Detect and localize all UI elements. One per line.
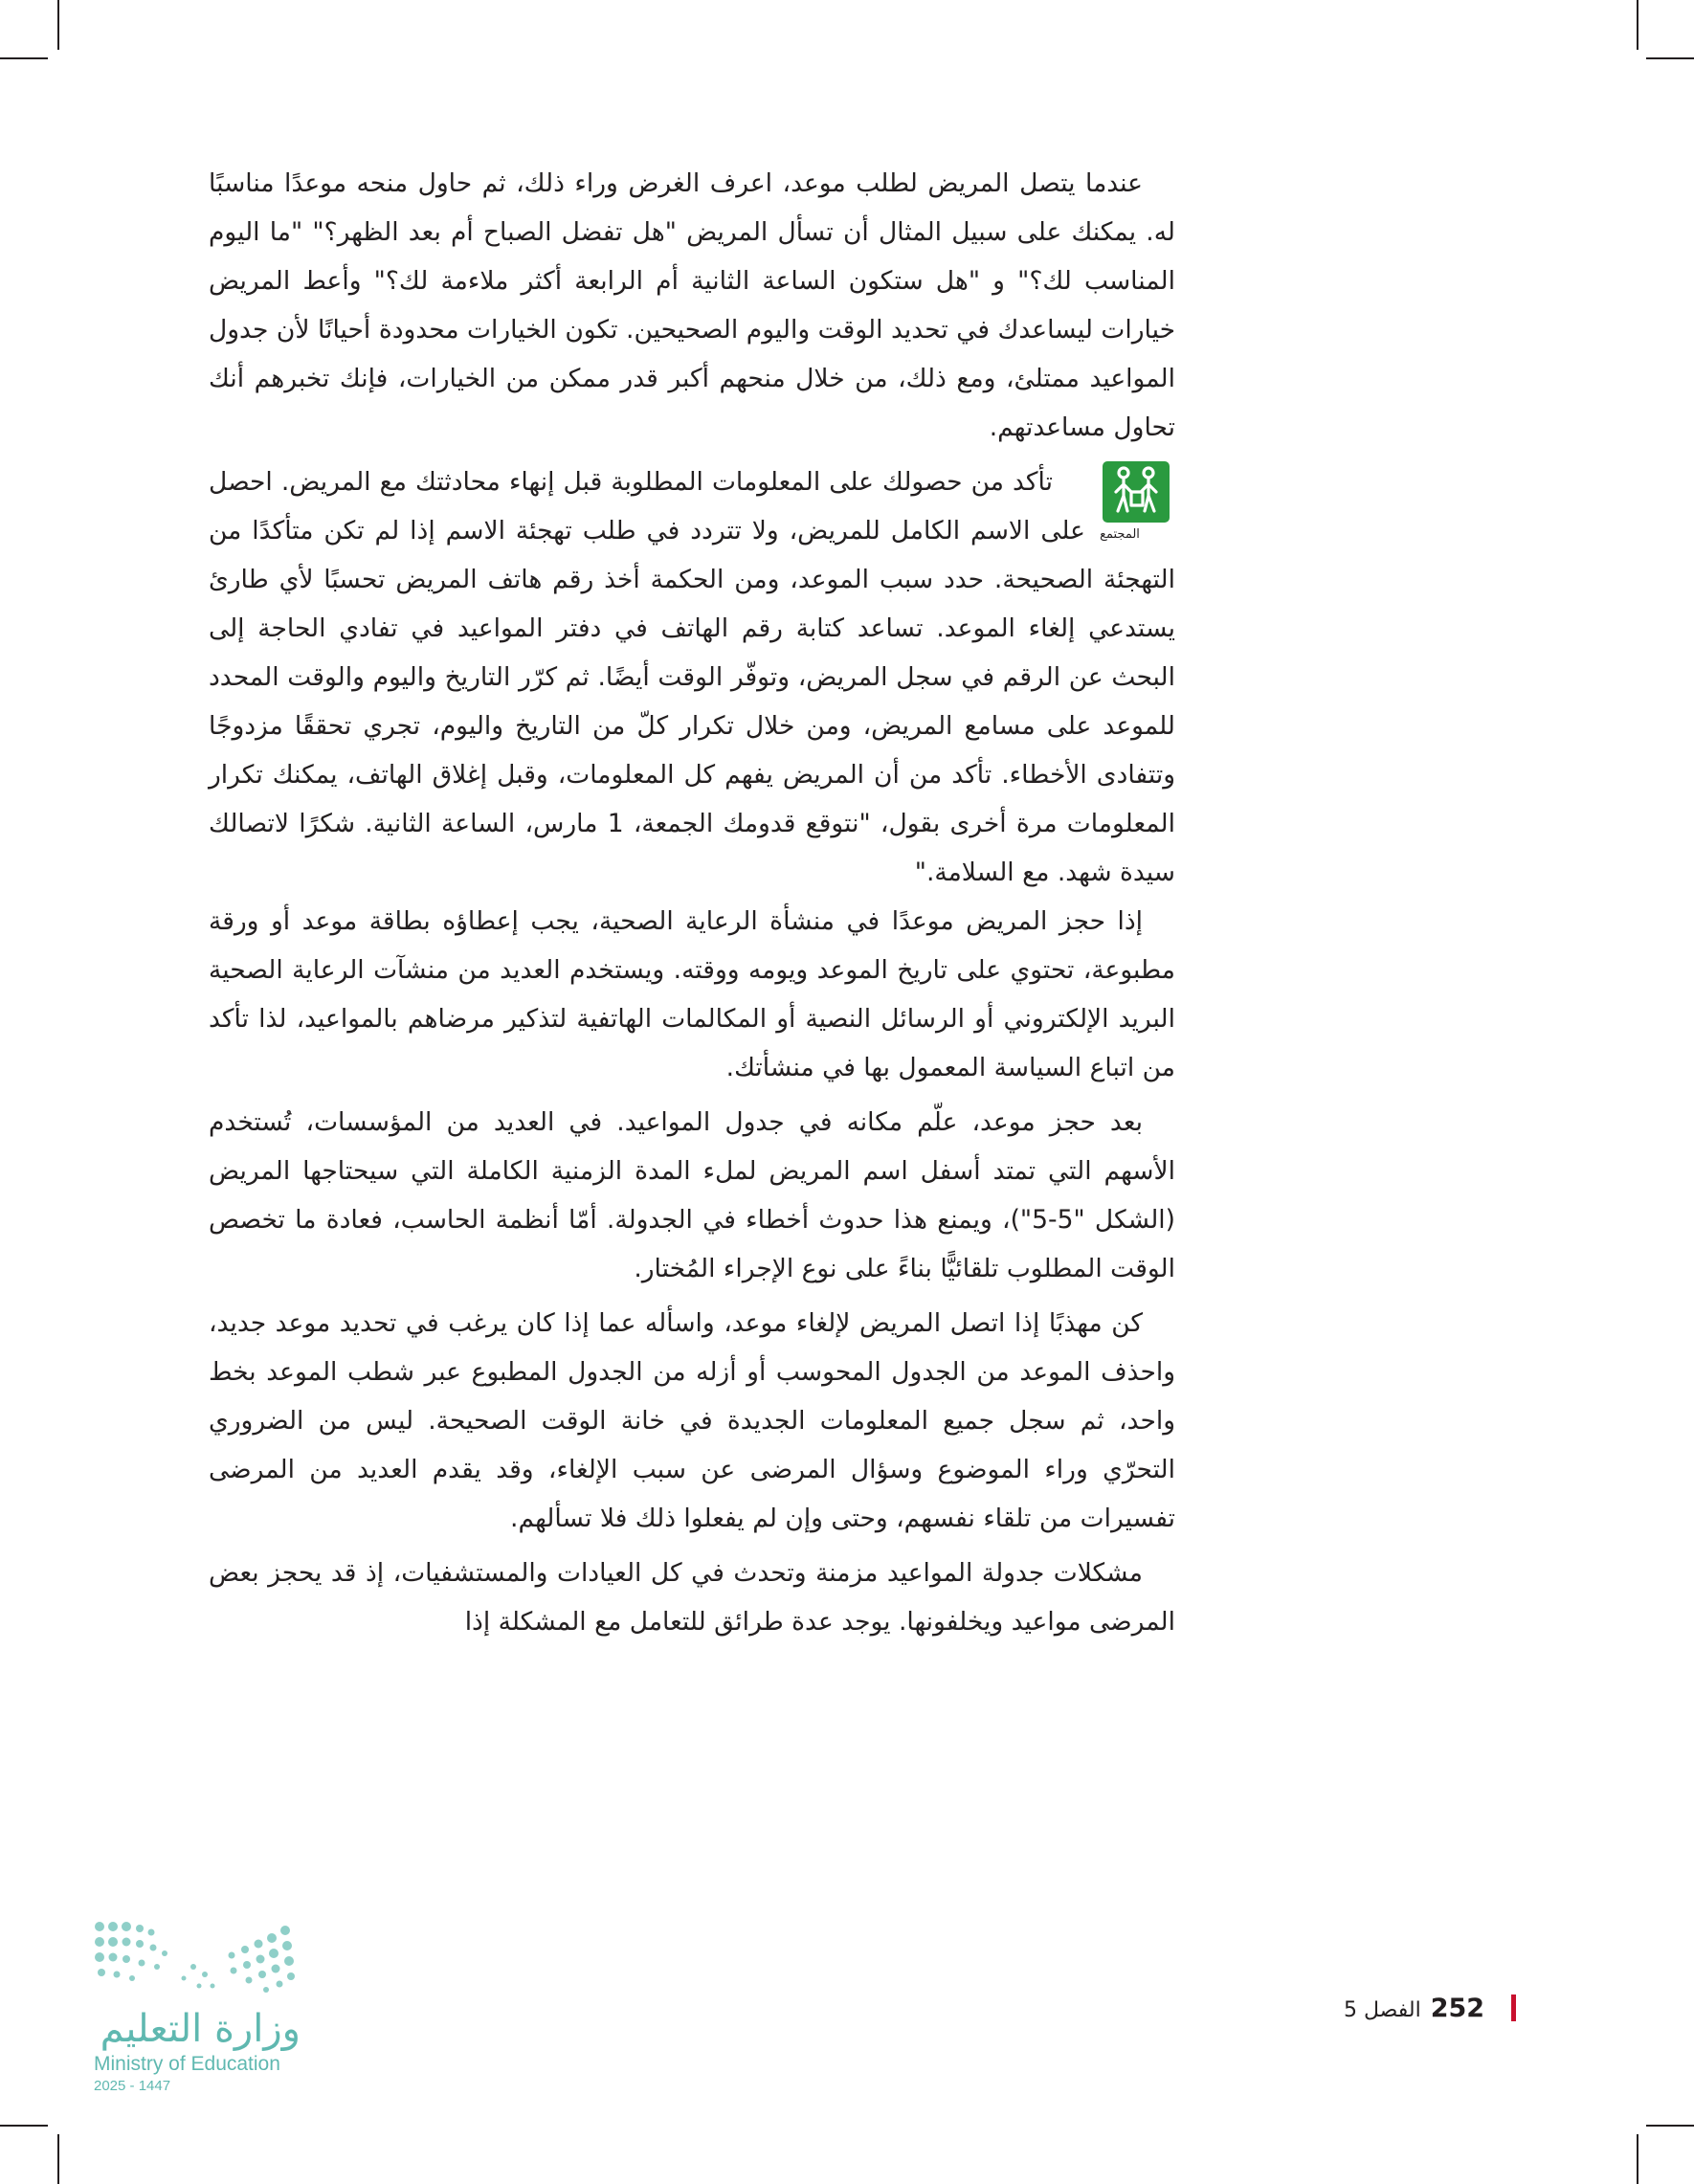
community-icon xyxy=(1103,461,1170,523)
ministry-name-arabic: وزارة التعليم xyxy=(100,2007,301,2051)
crop-mark-bottom-left xyxy=(57,2134,59,2184)
ministry-logo xyxy=(88,1909,308,2094)
paragraph-5: كن مهذبًا إذا اتصل المريض لإلغاء موعد، واسأله عما إذا كان يرغب في تحديد موعد جديد، واحذف الموعد من الجدول المحوسب أو أزله من الجدول المطبوع عبر شطب الموعد بخط واحد، ثم سجل جميع المعلومات الجديدة في خانة الوقت الصحيحة. ليس من الضروري التحرّي وراء الموضوع وسؤال المرضى عن سبب الإلغاء، وقد يقدم العديد من المرضى تفسيرات من تلقاء نفسهم، وحتى وإن لم يفعلوا ذلك فلا تسألهم. xyxy=(209,1308,1175,1533)
ministry-name-english: Ministry of Education xyxy=(94,2053,280,2075)
paragraph-2 xyxy=(209,457,1175,897)
ministry-logo-dots xyxy=(88,1917,304,2005)
paragraph-1: عندما يتصل المريض لطلب موعد، اعرف الغرض وراء ذلك، ثم حاول منحه موعدًا مناسبًا له. يمكنك على سبيل المثال أن تسأل المريض "هل تفضل الصباح أم بعد الظهر؟" "ما اليوم المناسب لك؟" و "هل ستكون الساعة الثانية أم الرابعة أكثر ملاءمة لك؟" وأعط المريض خيارات ليساعدك في تحديد الوقت واليوم الصحيحين. تكون الخيارات محدودة أحيانًا لأن جدول المواعيد ممتلئ، ومع ذلك، من خلال منحهم أكبر قدر ممكن من الخيارات، فإنك تخبرهم أنك تحاول مساعدتهم. xyxy=(209,168,1175,442)
chapter-label: الفصل 5 xyxy=(1344,1997,1421,2022)
paragraph-6: مشكلات جدولة المواعيد مزمنة وتحدث في كل العيادات والمستشفيات، إذ قد يحجز بعض المرضى مواعيد ويخلفونها. يوجد عدة طرائق للتعامل مع المشكلة إذا xyxy=(209,1558,1175,1637)
crop-mark-top-right xyxy=(1637,0,1638,50)
page-footer xyxy=(1344,1987,1516,2029)
crop-mark-bottom-right-h xyxy=(1646,2125,1694,2127)
crop-mark-top-left-h xyxy=(0,57,48,59)
paragraph-4: بعد حجز موعد، علّم مكانه في جدول المواعيد. في العديد من المؤسسات، تُستخدم الأسهم التي تمتد أسفل اسم المريض لملء المدة الزمنية الكاملة التي سيحتاجها المريض (الشكل "5-5")، ويمنع هذا حدوث أخطاء في الجدولة. أمّا أنظمة الحاسب، فعادة ما تخصص الوقت المطلوب تلقائيًّا بناءً على نوع الإجراء المُختار. xyxy=(209,1107,1175,1283)
crop-mark-top-right-h xyxy=(1646,57,1694,59)
paragraph-3: إذا حجز المريض موعدًا في منشأة الرعاية الصحية، يجب إعطاؤه بطاقة موعد أو ورقة مطبوعة، تحتوي على تاريخ الموعد ويومه ووقته. ويستخدم العديد من منشآت الرعاية الصحية البريد الإلكتروني أو الرسائل النصية أو المكالمات الهاتفية لتذكير مرضاهم بالمواعيد، لذا تأكد من اتباع السياسة المعمول بها في منشأتك. xyxy=(209,906,1175,1082)
community-label: المجتمع xyxy=(1100,527,1140,542)
body-text xyxy=(209,159,1175,1646)
community-badge xyxy=(1097,461,1175,541)
paragraph-2-text: تأكد من حصولك على المعلومات المطلوبة قبل إنهاء محادثتك مع المريض. احصل على الاسم الكامل للمريض، ولا تتردد في طلب تهجئة الاسم إذا لم تكن متأكدًا من التهجئة الصحيحة. حدد سبب الموعد، ومن الحكمة أخذ رقم هاتف المريض تحسبًا لأي طارئ يستدعي إلغاء الموعد. تساعد كتابة رقم الهاتف في دفتر المواعيد في تفادي الحاجة إلى البحث عن الرقم في سجل المريض، وتوفّر الوقت أيضًا. ثم كرّر التاريخ واليوم والوقت المحدد للموعد على مسامع المريض، ومن خلال تكرار كلّ من التاريخ واليوم، تجري تحققًا مزدوجًا وتتفادى الأخطاء. تأكد من أن المريض يفهم كل المعلومات، وقبل إغلاق الهاتف، يمكنك تكرار المعلومات مرة أخرى بقول، "نتوقع قدومك الجمعة، 1 مارس، الساعة الثانية. شكرًا لاتصالك سيدة شهد. مع السلامة." xyxy=(209,467,1175,887)
crop-mark-bottom-right xyxy=(1637,2134,1638,2184)
ministry-year: 2025 - 1447 xyxy=(94,2078,171,2094)
page-label xyxy=(1344,1994,1484,2023)
crop-mark-bottom-left-h xyxy=(0,2125,48,2127)
page-number: 252 xyxy=(1430,1993,1485,2023)
page-marker-bar xyxy=(1511,1995,1516,2021)
crop-mark-top-left xyxy=(57,0,59,50)
